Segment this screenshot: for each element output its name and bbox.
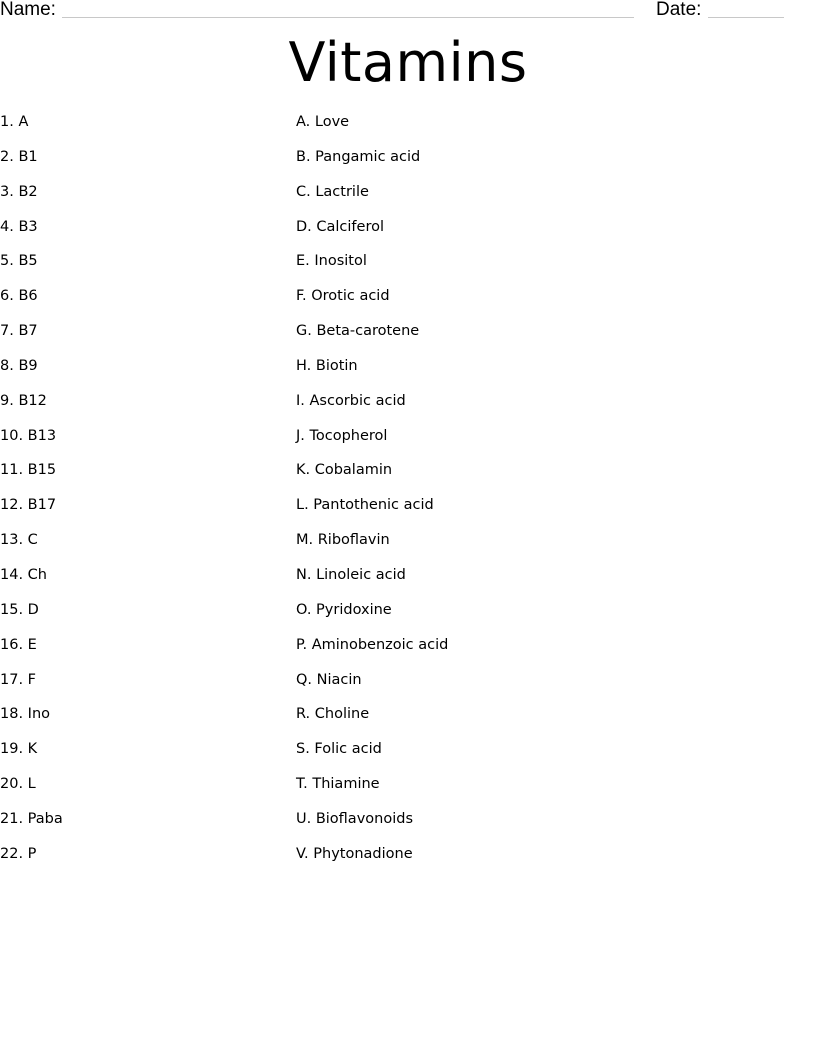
date-blank-line <box>708 17 784 18</box>
vitamin-item: 12. B17 <box>0 497 57 514</box>
vitamin-name-item: I. Ascorbic acid <box>296 392 406 409</box>
date-label: Date: <box>656 0 702 20</box>
vitamin-name-item: F. Orotic acid <box>296 288 390 305</box>
vitamin-item: 1. A <box>0 114 29 130</box>
vitamin-name-item: D. Calciferol <box>296 218 384 235</box>
vitamin-name-item: S. Folic acid <box>296 741 382 758</box>
vitamin-item: 11. B15 <box>0 462 57 479</box>
vitamin-name-item: Q. Niacin <box>296 671 362 688</box>
vitamin-name-item: G. Beta-carotene <box>296 323 420 340</box>
vitamin-name-item: B. Pangamic acid <box>296 148 421 165</box>
vitamin-item: 15. D <box>0 601 39 618</box>
vitamin-name-item: T. Thiamine <box>296 776 380 793</box>
page-title: Vitamins <box>288 31 528 94</box>
vitamin-item: 10. B13 <box>0 427 57 444</box>
vitamin-name-item: K. Cobalamin <box>296 462 393 479</box>
vitamin-item: 9. B12 <box>0 392 47 409</box>
vitamin-name-item: J. Tocopherol <box>296 427 388 444</box>
vitamin-name-item: L. Pantothenic acid <box>296 497 434 514</box>
vitamin-item: 4. B3 <box>0 218 38 235</box>
vitamin-item: 14. Ch <box>0 566 47 583</box>
vitamin-item: 22. P <box>0 845 37 862</box>
vitamin-name-item: O. Pyridoxine <box>296 601 392 618</box>
vitamin-item: 6. B6 <box>0 288 38 305</box>
vitamin-item: 20. L <box>0 776 36 793</box>
vitamin-list <box>0 112 280 879</box>
name-blank-line <box>62 17 634 18</box>
vitamin-name-list <box>296 112 796 879</box>
vitamin-name-item: E. Inositol <box>296 253 367 270</box>
vitamin-item: 7. B7 <box>0 323 38 340</box>
vitamin-item: 2. B1 <box>0 148 38 165</box>
vitamin-item: 3. B2 <box>0 183 38 200</box>
vitamin-item: 13. C <box>0 532 38 549</box>
vitamin-item: 21. Paba <box>0 810 63 827</box>
vitamin-name-item: N. Linoleic acid <box>296 566 406 583</box>
vitamin-item: 16. E <box>0 636 37 653</box>
vitamin-name-item: C. Lactrile <box>296 183 369 200</box>
vitamin-name-item: V. Phytonadione <box>296 845 413 862</box>
vitamin-name-item: A. Love <box>296 114 350 130</box>
name-label: Name: <box>0 0 56 20</box>
vitamin-item: 18. Ino <box>0 706 51 723</box>
vitamin-item: 5. B5 <box>0 253 38 270</box>
vitamin-name-item: H. Biotin <box>296 357 358 374</box>
vitamin-item: 19. K <box>0 741 38 758</box>
vitamin-name-item: U. Bioflavonoids <box>296 810 413 827</box>
worksheet-header <box>0 0 816 24</box>
vitamin-name-item: P. Aminobenzoic acid <box>296 636 449 653</box>
vitamin-name-item: M. Riboflavin <box>296 532 390 549</box>
vitamin-name-item: R. Choline <box>296 706 370 723</box>
vitamin-item: 8. B9 <box>0 357 38 374</box>
vitamin-item: 17. F <box>0 671 37 688</box>
